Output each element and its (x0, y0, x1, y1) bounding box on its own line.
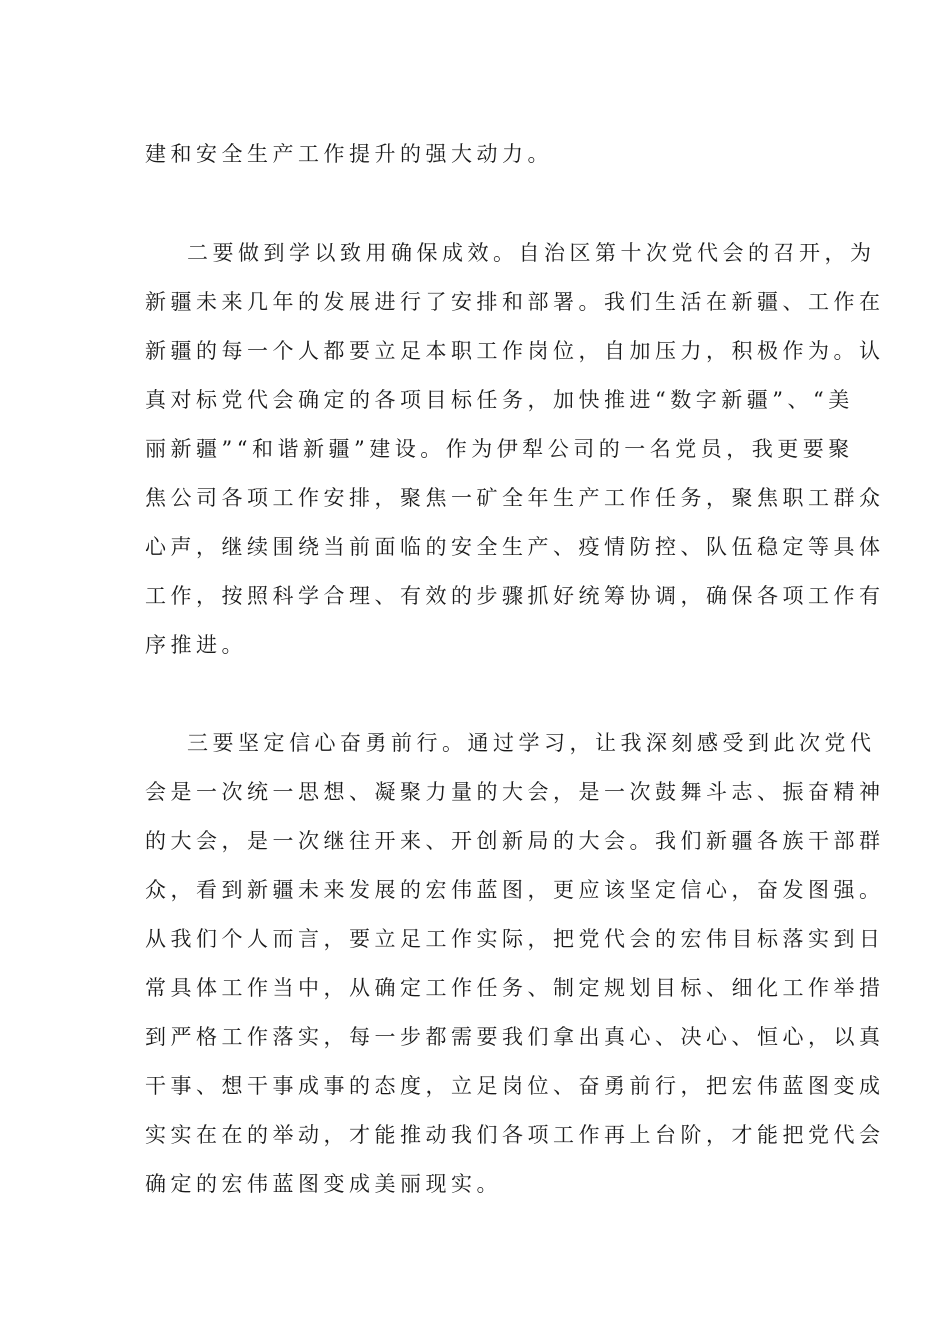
paragraph-3-line-8: 干事、想干事成事的态度，立足岗位、奋勇前行，把宏伟蓝图变成 (145, 1074, 885, 1098)
paragraph-2-line-5: 丽新疆”“和谐新疆”建设。作为伊犁公司的一名党员，我更要聚 (145, 437, 854, 461)
paragraph-2-line-2: 新疆未来几年的发展进行了安排和部署。我们生活在新疆、工作在 (145, 290, 885, 314)
paragraph-3-line-6: 常具体工作当中，从确定工作任务、制定规划目标、细化工作举措 (145, 976, 885, 1000)
paragraph-2-line-6: 焦公司各项工作安排，聚焦一矿全年生产工作任务，聚焦职工群众 (145, 486, 885, 510)
paragraph-3-line-10: 确定的宏伟蓝图变成美丽现实。 (145, 1172, 502, 1196)
paragraph-2-line-3: 新疆的每一个人都要立足本职工作岗位，自加压力，积极作为。认 (145, 339, 885, 363)
paragraph-2-line-1: 二要做到学以致用确保成效。自治区第十次党代会的召开，为 (187, 241, 876, 265)
paragraph-2-line-7: 心声，继续围绕当前面临的安全生产、疫情防控、队伍稳定等具体 (145, 535, 885, 559)
paragraph-3-line-4: 众，看到新疆未来发展的宏伟蓝图，更应该坚定信心，奋发图强。 (145, 878, 885, 902)
paragraph-2-line-9: 序推进。 (145, 633, 247, 657)
paragraph-3-line-9: 实实在在的举动，才能推动我们各项工作再上台阶，才能把党代会 (145, 1123, 885, 1147)
paragraph-2-line-4: 真对标党代会确定的各项目标任务，加快推进“数字新疆”、“美 (145, 388, 854, 412)
paragraph-3-line-2: 会是一次统一思想、凝聚力量的大会，是一次鼓舞斗志、振奋精神 (145, 780, 885, 804)
paragraph-3-line-1: 三要坚定信心奋勇前行。通过学习，让我深刻感受到此次党代 (187, 731, 876, 755)
paragraph-3-line-5: 从我们个人而言，要立足工作实际，把党代会的宏伟目标落实到日 (145, 927, 885, 951)
paragraph-3-line-7: 到严格工作落实，每一步都需要我们拿出真心、决心、恒心，以真 (145, 1025, 885, 1049)
paragraph-1-line-1: 建和安全生产工作提升的强大动力。 (145, 142, 553, 166)
paragraph-2-line-8: 工作，按照科学合理、有效的步骤抓好统筹协调，确保各项工作有 (145, 584, 885, 608)
paragraph-3-line-3: 的大会，是一次继往开来、开创新局的大会。我们新疆各族干部群 (145, 829, 885, 853)
